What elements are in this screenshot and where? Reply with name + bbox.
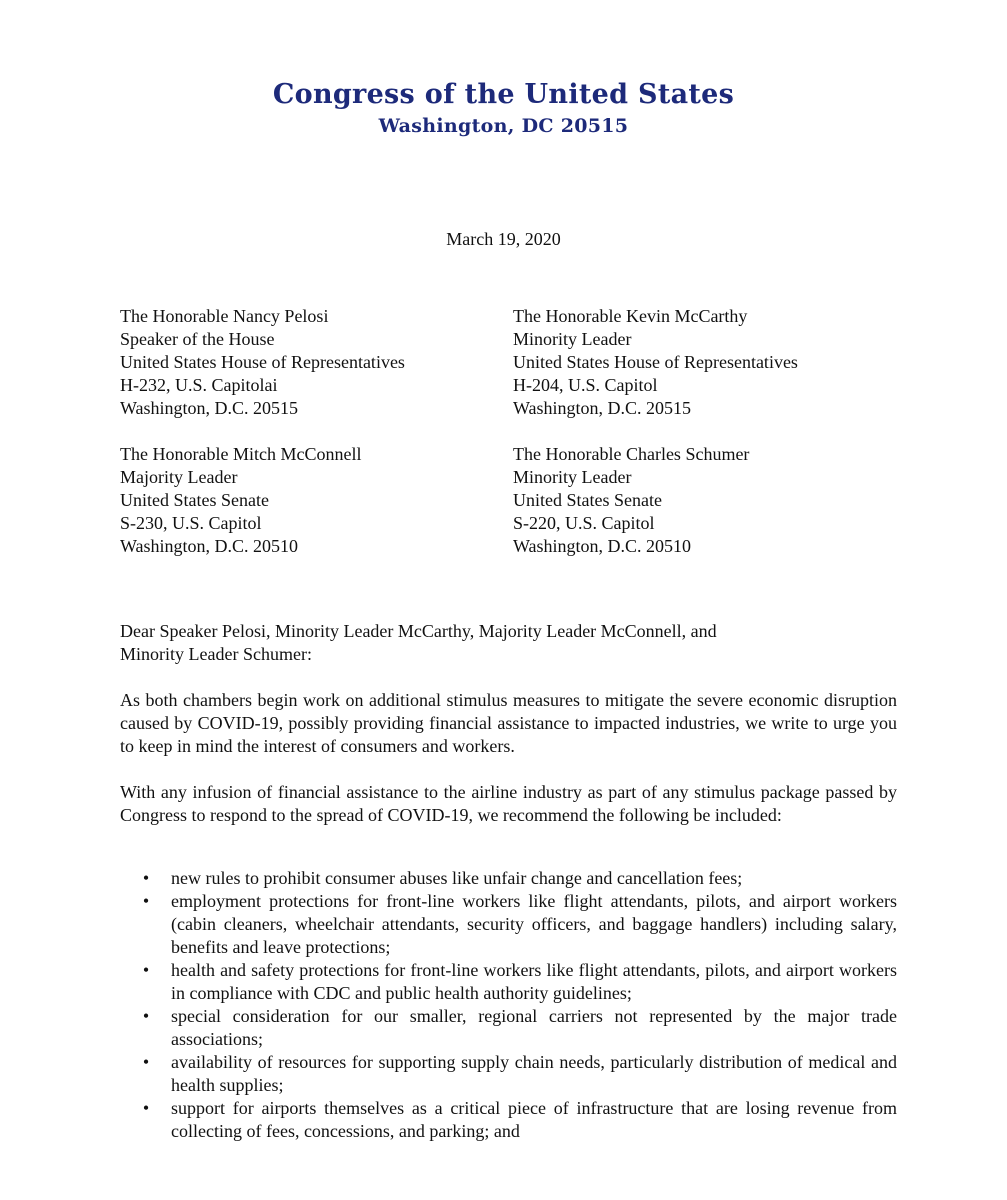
addressee-office: S-230, U.S. Capitol (120, 513, 262, 533)
addressee-name: The Honorable Charles Schumer (513, 444, 750, 464)
list-item-text: availability of resources for supporting supply chain needs, particularly distribution of medical and health supplies; (171, 1052, 897, 1095)
bullet-icon: • (142, 960, 150, 980)
list-item-text: support for airports themselves as a critical piece of infrastructure that are losing revenue from collecting of fees, concessions, and parking; and (171, 1098, 897, 1141)
salutation-line-2: Minority Leader Schumer: (120, 644, 312, 664)
addressee-city: Washington, D.C. 20515 (120, 398, 299, 418)
addressee-title: Majority Leader (120, 467, 238, 487)
bullet-icon: • (142, 1098, 150, 1118)
addressee-city: Washington, D.C. 20515 (513, 398, 692, 418)
list-item (120, 1005, 897, 1051)
addressee-office: H-232, U.S. Capitolai (120, 375, 278, 395)
letter-date: March 19, 2020 (446, 229, 561, 249)
bullet-icon: • (142, 1006, 150, 1026)
addressee-city: Washington, D.C. 20510 (513, 536, 692, 556)
list-item-text: new rules to prohibit consumer abuses like unfair change and cancellation fees; (171, 868, 743, 888)
letterhead (0, 78, 1007, 138)
salutation-line-1: Dear Speaker Pelosi, Minority Leader McCarthy, Majority Leader McConnell, and (120, 621, 717, 641)
letterhead-subtitle: Washington, DC 20515 (378, 115, 629, 137)
paragraph-intro: As both chambers begin work on additional stimulus measures to mitigate the severe economic disruption caused by COVID-19, possibly providing financial assistance to impacted industries, we write to urge you to keep in mind the interest of consumers and workers. (120, 690, 897, 756)
list-item-text: health and safety protections for front-line workers like flight attendants, pilots, and airport workers in compliance with CDC and public health authority guidelines; (171, 960, 897, 1003)
addressee-office: S-220, U.S. Capitol (513, 513, 655, 533)
list-item-text: employment protections for front-line workers like flight attendants, pilots, and airport workers (cabin cleaners, wheelchair attendants, security officers, and baggage handlers) including salary, benefits and leave protections; (171, 891, 897, 957)
addressee-mccarthy (513, 305, 798, 420)
list-item (120, 959, 897, 1005)
addressee-pelosi (120, 305, 405, 420)
list-item (120, 1097, 897, 1143)
list-item-text: special consideration for our smaller, regional carriers not represented by the major trade associations; (171, 1006, 897, 1049)
bullet-icon: • (142, 891, 150, 911)
bullet-icon: • (142, 1052, 150, 1072)
addressee-title: Minority Leader (513, 467, 632, 487)
addressee-name: The Honorable Mitch McConnell (120, 444, 362, 464)
addressee-name: The Honorable Kevin McCarthy (513, 306, 748, 326)
letterhead-title: Congress of the United States (272, 79, 735, 110)
addressee-title: Minority Leader (513, 329, 632, 349)
list-item (120, 867, 897, 890)
addressee-mcconnell (120, 443, 361, 558)
addressee-body: United States Senate (120, 490, 269, 510)
paragraph-recommendation: With any infusion of financial assistance to the airline industry as part of any stimulus package passed by Congress to respond to the spread of COVID-19, we recommend the following be included: (120, 782, 897, 825)
list-item (120, 1051, 897, 1097)
addressee-schumer (513, 443, 749, 558)
addressee-city: Washington, D.C. 20510 (120, 536, 299, 556)
salutation (120, 620, 900, 666)
recommendation-list (120, 867, 897, 1143)
addressee-body: United States House of Representatives (513, 352, 798, 372)
list-item (120, 890, 897, 959)
addressee-office: H-204, U.S. Capitol (513, 375, 658, 395)
addressee-name: The Honorable Nancy Pelosi (120, 306, 329, 326)
addressee-title: Speaker of the House (120, 329, 275, 349)
addressee-body: United States Senate (513, 490, 662, 510)
bullet-icon: • (142, 868, 150, 888)
addressee-body: United States House of Representatives (120, 352, 405, 372)
